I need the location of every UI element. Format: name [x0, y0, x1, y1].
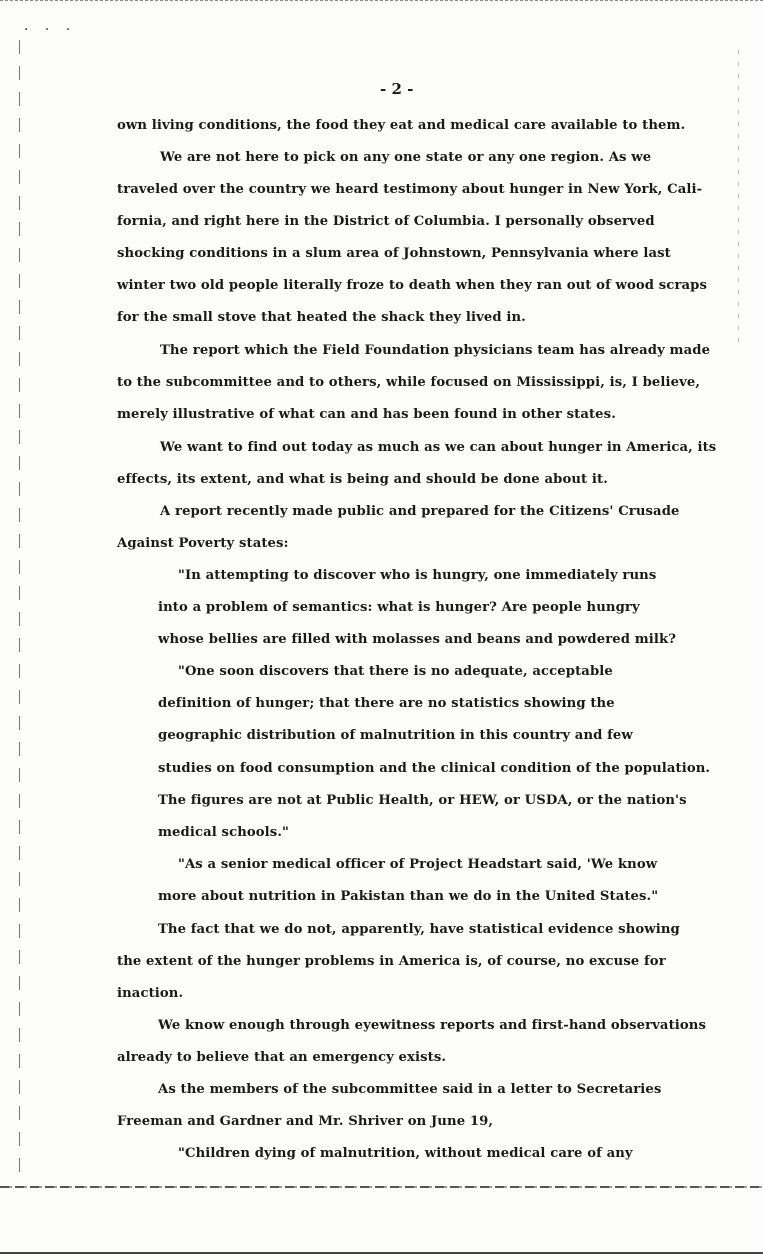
text-line: medical schools." [158, 825, 289, 840]
text-line: The fact that we do not, apparently, have statistical evidence showing [158, 922, 680, 937]
text-line: "Children dying of malnutrition, without medical care of any [178, 1146, 633, 1161]
text-line: The report which the Field Foundation physicians team has already made [160, 343, 711, 358]
text-line: definition of hunger; that there are no statistics showing the [158, 696, 615, 711]
text-line: A report recently made public and prepared for the Citizens' Crusade [160, 504, 680, 519]
text-line: studies on food consumption and the clinical condition of the population. [158, 761, 711, 776]
text-line: whose bellies are filled with molasses and beans and powdered milk? [158, 632, 677, 647]
text-line: fornia, and right here in the District of Columbia. I personally observed [117, 214, 655, 229]
text-line: for the small stove that heated the shack they lived in. [117, 310, 526, 325]
text-line: winter two old people literally froze to death when they ran out of wood scraps [117, 278, 707, 293]
text-line: As the members of the subcommittee said in a letter to Secretaries [158, 1082, 662, 1097]
page-number: - 2 - [380, 80, 414, 98]
text-line: The figures are not at Public Health, or HEW, or USDA, or the nation's [158, 793, 687, 808]
text-line: geographic distribution of malnutrition in this country and few [158, 728, 633, 743]
bottom-border-line [0, 1252, 763, 1254]
text-line: We want to find out today as much as we can about hunger in America, its [160, 440, 717, 455]
text-line: more about nutrition in Pakistan than we do in the United States." [158, 889, 659, 904]
top-page-edge [0, 0, 763, 2]
text-line: to the subcommittee and to others, while focused on Mississippi, is, I believe, [117, 375, 701, 390]
text-line: effects, its extent, and what is being and should be done about it. [117, 472, 608, 487]
text-line: inaction. [117, 986, 184, 1001]
text-line: already to believe that an emergency exists. [117, 1050, 447, 1065]
text-line: merely illustrative of what can and has been found in other states. [117, 407, 616, 422]
text-line: Freeman and Gardner and Mr. Shriver on June 19, [117, 1114, 494, 1129]
text-line: own living conditions, the food they eat and medical care available to them. [117, 118, 686, 133]
text-line: the extent of the hunger problems in America is, of course, no excuse for [117, 954, 666, 969]
text-line: traveled over the country we heard testimony about hunger in New York, Cali- [117, 182, 703, 197]
corner-marks: · · · [24, 22, 77, 38]
text-line: "One soon discovers that there is no adequate, acceptable [178, 664, 613, 679]
text-line: shocking conditions in a slum area of Johnstown, Pennsylvania where last [117, 246, 671, 261]
text-line: "As a senior medical officer of Project Headstart said, 'We know [178, 857, 658, 872]
text-line: We are not here to pick on any one state or any one region. As we [160, 150, 652, 165]
text-line: into a problem of semantics: what is hunger? Are people hungry [158, 600, 640, 615]
right-margin-line [738, 50, 739, 350]
text-line: We know enough through eyewitness reports and first-hand observations [158, 1018, 706, 1033]
bottom-page-edge [0, 1186, 763, 1188]
left-margin-line [19, 40, 20, 1180]
text-line: Against Poverty states: [117, 536, 289, 551]
text-line: "In attempting to discover who is hungry, one immediately runs [178, 568, 657, 583]
